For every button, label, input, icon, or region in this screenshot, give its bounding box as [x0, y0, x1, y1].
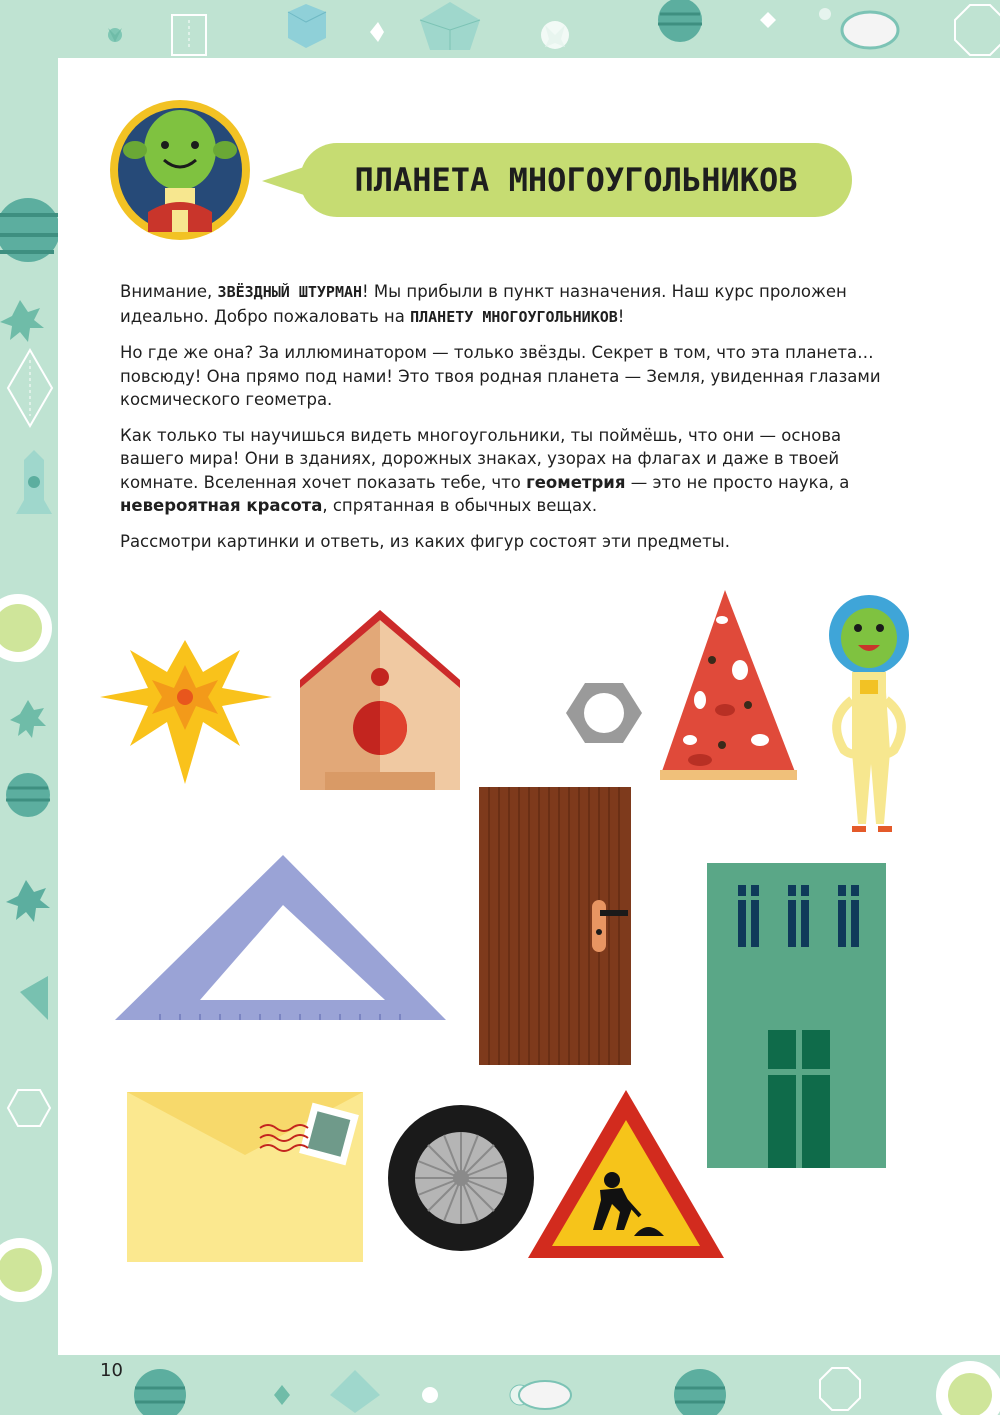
paragraph-1 — [120, 280, 900, 329]
paragraph-3-part-e: , спрятанная в обычных вещах. — [322, 496, 598, 515]
body-text — [120, 280, 900, 565]
paragraph-2: Но где же она? За иллюминатором — только звёзды. Секрет в том, что эта планета… повсюду! Она прямо под нами! Это твоя родная планета — Земля, увиденная глазами космического геометра. — [120, 343, 881, 409]
paragraph-1-part-a: Внимание, — [120, 282, 218, 301]
paragraph-3-part-a: Как только ты научишься видеть многоугольники, ты поймёшь, что они — основа вашего мира! Они в зданиях, дорожных знаках, узорах на флагах и даже в твоей комнате. Вселенная хочет показать тебе, что — [120, 425, 842, 492]
paragraph-1-part-c: ! Мы прибыли в пункт назначения. Наш курс проложен идеально. Добро пожаловать на — [120, 282, 847, 326]
paragraph-3-bold-a: геометрия — [526, 472, 626, 492]
paragraph-3 — [120, 424, 900, 518]
page-content-area — [58, 58, 1000, 1355]
paragraph-1-highlight-a: ЗВЁЗДНЫЙ ШТУРМАН — [217, 283, 363, 301]
paragraph-1-highlight-b: ПЛАНЕТУ МНОГОУГОЛЬНИКОВ — [410, 307, 618, 326]
paragraph-3-part-c: — это не просто наука, а — [625, 472, 850, 492]
paragraph-3-bold-b: невероятная красота — [120, 496, 323, 515]
page-title: ПЛАНЕТА МНОГОУГОЛЬНИКОВ — [354, 161, 798, 199]
paragraph-1-part-e: ! — [617, 306, 625, 326]
paragraph-4: Рассмотри картинки и ответь, из каких фигур состоят эти предметы. — [120, 531, 730, 551]
page-number: 10 — [100, 1360, 123, 1381]
